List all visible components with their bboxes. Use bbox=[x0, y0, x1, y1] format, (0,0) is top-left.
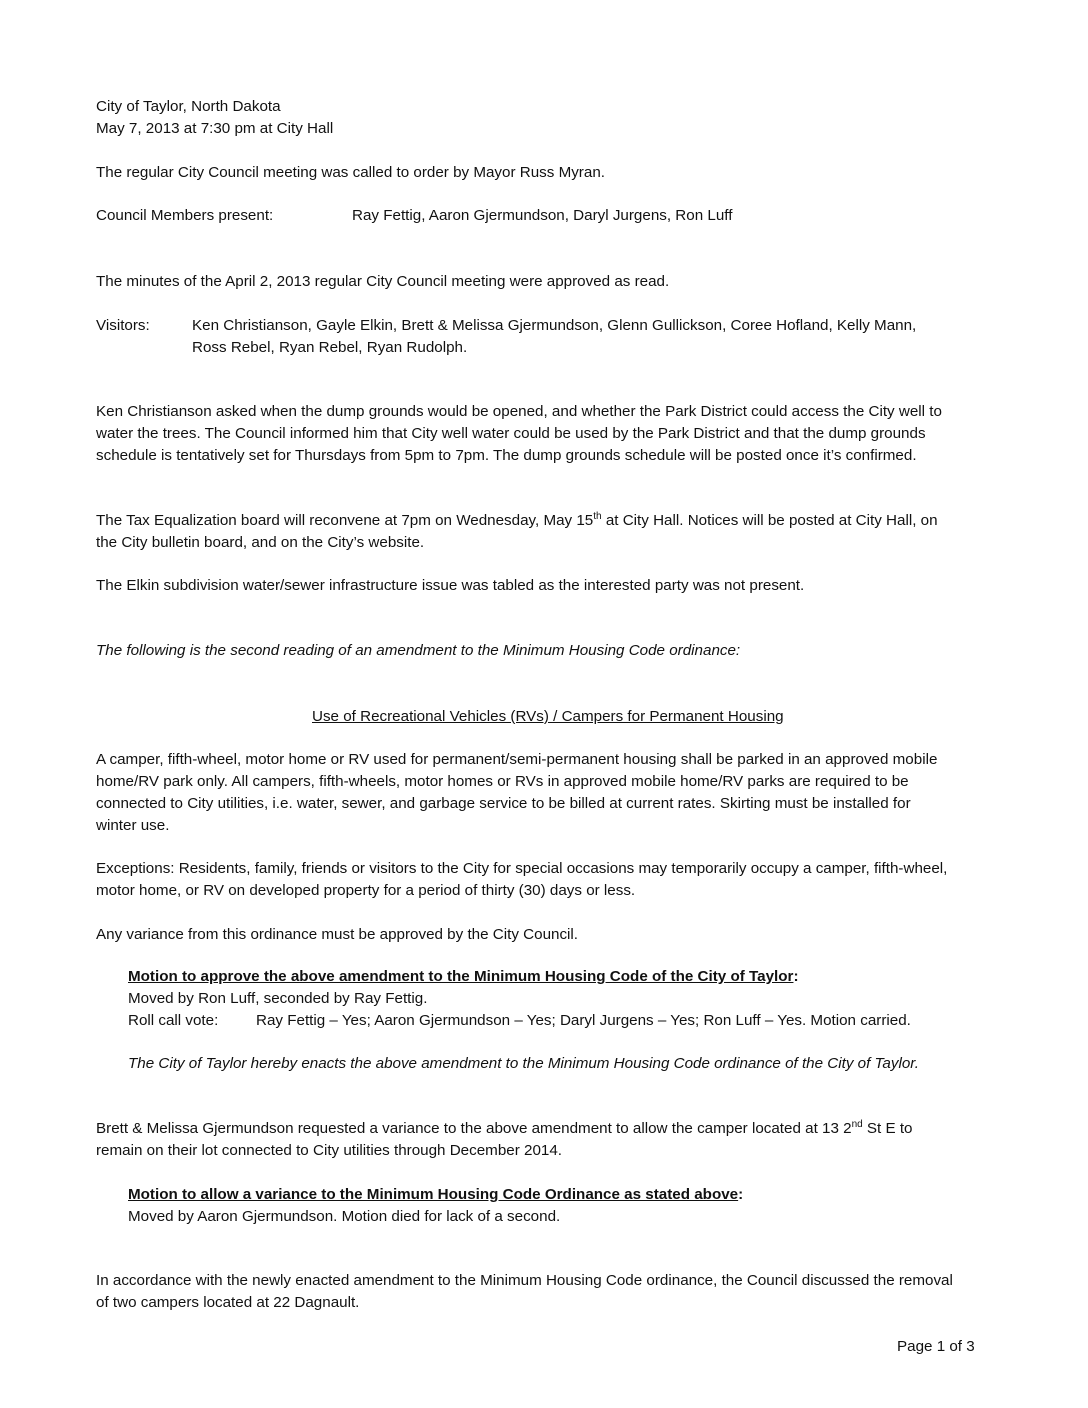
variance-request-line-2: remain on their lot connected to City utilities through December 2014. bbox=[96, 1142, 562, 1159]
campers-removal-line-1: In accordance with the newly enacted amendment to the Minimum Housing Code ordinance, the Council discussed the removal bbox=[96, 1272, 953, 1289]
variance-request-line-1: Brett & Melissa Gjermundson requested a variance to the above amendment to allow the camper located at 13 2nd St E to bbox=[96, 1118, 913, 1137]
second-reading-intro: The following is the second reading of an amendment to the Minimum Housing Code ordinance: bbox=[96, 642, 741, 659]
ordinance-exceptions-line-2: motor home, or RV on developed property for a period of thirty (30) days or less. bbox=[96, 882, 636, 899]
header-city: City of Taylor, North Dakota bbox=[96, 98, 281, 115]
dump-grounds-line-1: Ken Christianson asked when the dump grounds would be opened, and whether the Park District could access the City well to bbox=[96, 403, 942, 420]
ordinance-variance-rule: Any variance from this ordinance must be approved by the City Council. bbox=[96, 926, 579, 943]
visitors-label: Visitors: bbox=[96, 317, 150, 334]
minutes-approval: The minutes of the April 2, 2013 regular City Council meeting were approved as read. bbox=[96, 273, 670, 290]
ordinance-p1-line-1: A camper, fifth-wheel, motor home or RV used for permanent/semi-permanent housing shall be parked in an approved mobile bbox=[96, 751, 938, 768]
council-label: Council Members present: bbox=[96, 207, 274, 224]
motion-1-enacts: The City of Taylor hereby enacts the above amendment to the Minimum Housing Code ordinance of the City of Taylor. bbox=[128, 1055, 920, 1072]
dump-grounds-line-3: schedule is tentatively set for Thursdays from 5pm to 7pm. The dump grounds schedule will be posted once it’s confirmed. bbox=[96, 447, 917, 464]
motion-1-roll-votes: Ray Fettig – Yes; Aaron Gjermundson – Yes; Daryl Jurgens – Yes; Ron Luff – Yes. Motion carried. bbox=[256, 1012, 911, 1029]
motion-2-heading: Motion to allow a variance to the Minimum Housing Code Ordinance as stated above: bbox=[128, 1186, 744, 1203]
elkin-subdivision: The Elkin subdivision water/sewer infrastructure issue was tabled as the interested party was not present. bbox=[96, 577, 805, 594]
council-names: Ray Fettig, Aaron Gjermundson, Daryl Jurgens, Ron Luff bbox=[352, 207, 733, 224]
campers-removal-line-2: of two campers located at 22 Dagnault. bbox=[96, 1294, 360, 1311]
ordinance-title: Use of Recreational Vehicles (RVs) / Campers for Permanent Housing bbox=[312, 708, 784, 725]
motion-1-roll-label: Roll call vote: bbox=[128, 1012, 219, 1029]
ordinance-p1-line-4: winter use. bbox=[96, 817, 170, 834]
header-date: May 7, 2013 at 7:30 pm at City Hall bbox=[96, 120, 334, 137]
call-to-order: The regular City Council meeting was called to order by Mayor Russ Myran. bbox=[96, 164, 605, 181]
dump-grounds-line-2: water the trees. The Council informed him that City well water could be used by the Park District and that the dump grounds bbox=[96, 425, 926, 442]
ordinance-exceptions-line-1: Exceptions: Residents, family, friends or visitors to the City for special occasions may temporarily occupy a camper, fifth-wheel, bbox=[96, 860, 948, 877]
visitors-line-2: Ross Rebel, Ryan Rebel, Ryan Rudolph. bbox=[192, 339, 468, 356]
ordinance-p1-line-2: home/RV park only. All campers, fifth-wheels, motor homes or RVs in approved mobile home/RV parks are required to be bbox=[96, 773, 909, 790]
ordinance-p1-line-3: connected to City utilities, i.e. water, sewer, and garbage service to be billed at current rates. Skirting must be installed for bbox=[96, 795, 911, 812]
page-number: Page 1 of 3 bbox=[897, 1338, 975, 1355]
motion-1-heading: Motion to approve the above amendment to the Minimum Housing Code of the City of Taylor: bbox=[128, 968, 799, 985]
tax-board-line-1: The Tax Equalization board will reconvene at 7pm on Wednesday, May 15th at City Hall. Notices will be posted at City Hall, on bbox=[96, 510, 938, 529]
visitors-line-1: Ken Christianson, Gayle Elkin, Brett & Melissa Gjermundson, Glenn Gullickson, Coree Hofland, Kelly Mann, bbox=[192, 317, 917, 334]
motion-2-moved: Moved by Aaron Gjermundson. Motion died for lack of a second. bbox=[128, 1208, 561, 1225]
tax-board-line-2: the City bulletin board, and on the City’s website. bbox=[96, 534, 425, 551]
motion-1-moved: Moved by Ron Luff, seconded by Ray Fettig. bbox=[128, 990, 428, 1007]
